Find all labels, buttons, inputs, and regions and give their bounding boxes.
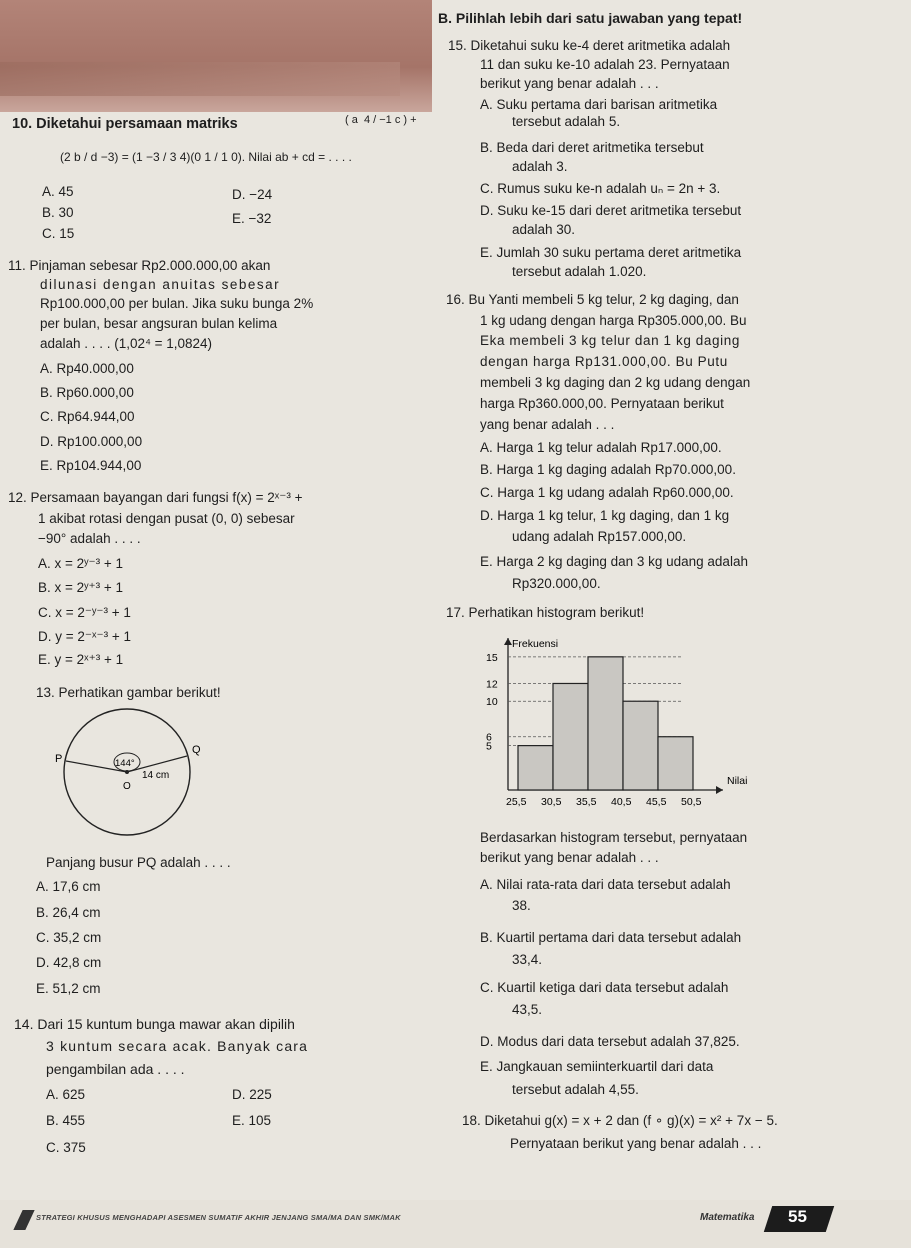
q17-option-a-cont: 38. bbox=[512, 898, 531, 913]
q10-option-d[interactable]: D. −24 bbox=[232, 187, 273, 202]
q10-option-e[interactable]: E. −32 bbox=[232, 211, 272, 226]
x-tick-label: 40,5 bbox=[611, 796, 632, 808]
q13-question: Panjang busur PQ adalah . . . . bbox=[46, 855, 231, 870]
q17-option-e-cont: tersebut adalah 4,55. bbox=[512, 1082, 639, 1097]
y-tick-label: 5 bbox=[486, 740, 492, 753]
q14-line: 3 kuntum secara acak. Banyak cara bbox=[46, 1038, 309, 1054]
q10-option-c[interactable]: C. 15 bbox=[42, 226, 75, 241]
q15-option-c[interactable]: C. Rumus suku ke-n adalah uₙ = 2n + 3. bbox=[480, 181, 721, 196]
q11-line: adalah . . . . (1,02⁴ = 1,0824) bbox=[40, 336, 213, 351]
q17-option-c-cont: 43,5. bbox=[512, 1002, 543, 1017]
q12-option-a[interactable]: A. x = 2ʸ⁻³ + 1 bbox=[38, 556, 123, 571]
instruction-heading: B. Pilihlah lebih dari satu jawaban yang tepat! bbox=[438, 10, 743, 26]
q12-line: −90° adalah . . . . bbox=[38, 531, 141, 546]
y-tick-label: 15 bbox=[486, 651, 498, 664]
q18-line: 18. Diketahui g(x) = x + 2 dan (f ∘ g)(x) = x² + 7x − 5. bbox=[462, 1113, 778, 1128]
q10-option-a[interactable]: A. 45 bbox=[42, 184, 74, 199]
q14-option-b[interactable]: B. 455 bbox=[46, 1113, 86, 1128]
histogram-bar bbox=[588, 657, 623, 790]
q10-text: 10. Diketahui persamaan matriks bbox=[12, 116, 238, 132]
q11-line: per bulan, besar angsuran bulan kelima bbox=[40, 316, 278, 331]
q15-line: 15. Diketahui suku ke-4 deret aritmetika adalah bbox=[448, 38, 731, 53]
q12-option-c[interactable]: C. x = 2⁻ʸ⁻³ + 1 bbox=[38, 605, 131, 620]
q17-text: 17. Perhatikan histogram berikut! bbox=[446, 605, 645, 620]
q17-after-line: berikut yang benar adalah . . . bbox=[480, 850, 659, 865]
q11-line: 11. Pinjaman sebesar Rp2.000.000,00 akan bbox=[8, 258, 271, 273]
y-axis-arrow bbox=[504, 638, 512, 645]
x-tick-label: 35,5 bbox=[576, 796, 597, 808]
q13-option-e[interactable]: E. 51,2 cm bbox=[36, 981, 101, 996]
q16-line: 16. Bu Yanti membeli 5 kg telur, 2 kg daging, dan bbox=[446, 292, 739, 307]
q13-option-a[interactable]: A. 17,6 cm bbox=[36, 879, 101, 894]
q16-line: dengan harga Rp131.000,00. Bu Putu bbox=[480, 354, 728, 369]
histogram-bar bbox=[553, 683, 588, 790]
q11-line: dilunasi dengan anuitas sebesar bbox=[40, 277, 281, 292]
q15-line: berikut yang benar adalah . . . bbox=[480, 76, 659, 91]
circle-diagram bbox=[45, 705, 225, 840]
q12-option-b[interactable]: B. x = 2ʸ⁺³ + 1 bbox=[38, 580, 123, 595]
q16-option-d[interactable]: D. Harga 1 kg telur, 1 kg daging, dan 1 kg bbox=[480, 508, 730, 523]
q17-option-b-cont: 33,4. bbox=[512, 952, 543, 967]
q13-text: 13. Perhatikan gambar berikut! bbox=[36, 685, 221, 700]
q15-option-d[interactable]: D. Suku ke-15 dari deret aritmetika tersebut bbox=[480, 203, 742, 218]
footer-series-text: STRATEGI KHUSUS MENGHADAPI ASESMEN SUMATIF AKHIR JENJANG SMA/MA DAN SMK/MAK bbox=[36, 1213, 401, 1222]
q10-matrix-expression: (2 b / d −3) = (1 −3 / 3 4)(0 1 / 1 0). Nilai ab + cd = . . . . bbox=[60, 150, 352, 164]
q17-option-b[interactable]: B. Kuartil pertama dari data tersebut adalah bbox=[480, 930, 742, 945]
q16-line: yang benar adalah . . . bbox=[480, 417, 615, 432]
q17-after-line: Berdasarkan histogram tersebut, pernyataan bbox=[480, 830, 748, 845]
label-q: Q bbox=[192, 744, 201, 756]
histogram-bar bbox=[623, 701, 658, 790]
histogram-bar bbox=[658, 737, 693, 790]
q15-option-e[interactable]: E. Jumlah 30 suku pertama deret aritmetika bbox=[480, 245, 742, 260]
page-number: 55 bbox=[788, 1207, 807, 1226]
x-tick-label: 25,5 bbox=[506, 796, 527, 808]
q14-option-d[interactable]: D. 225 bbox=[232, 1087, 272, 1102]
q17-option-c[interactable]: C. Kuartil ketiga dari data tersebut adalah bbox=[480, 980, 729, 995]
q16-option-e[interactable]: E. Harga 2 kg daging dan 3 kg udang adalah bbox=[480, 554, 748, 569]
q11-line: Rp100.000,00 per bulan. Jika suku bunga 2% bbox=[40, 296, 314, 311]
q16-option-e-cont: Rp320.000,00. bbox=[512, 576, 601, 591]
q15-option-a-cont: tersebut adalah 5. bbox=[512, 114, 621, 129]
q14-line: 14. Dari 15 kuntum bunga mawar akan dipilih bbox=[14, 1016, 295, 1032]
q16-line: Eka membeli 3 kg telur dan 1 kg daging bbox=[480, 333, 740, 348]
x-tick-label: 45,5 bbox=[646, 796, 667, 808]
q11-option-d[interactable]: D. Rp100.000,00 bbox=[40, 434, 143, 449]
y-tick-label: 12 bbox=[486, 678, 498, 691]
x-tick-label: 50,5 bbox=[681, 796, 702, 808]
q16-option-a[interactable]: A. Harga 1 kg telur adalah Rp17.000,00. bbox=[480, 440, 722, 455]
q15-line: 11 dan suku ke-10 adalah 23. Pernyataan bbox=[480, 57, 730, 72]
q15-option-d-cont: adalah 30. bbox=[512, 222, 576, 237]
footer-subject: Matematika bbox=[700, 1212, 755, 1223]
background-cover-shade bbox=[0, 62, 400, 96]
x-tick-label: 30,5 bbox=[541, 796, 562, 808]
q15-option-a[interactable]: A. Suku pertama dari barisan aritmetika bbox=[480, 97, 718, 112]
q11-option-e[interactable]: E. Rp104.944,00 bbox=[40, 458, 142, 473]
q14-line: pengambilan ada . . . . bbox=[46, 1061, 185, 1077]
q18-line: Pernyataan berikut yang benar adalah . . . bbox=[510, 1136, 762, 1151]
x-axis-label: Nilai bbox=[727, 775, 748, 787]
label-radius: 14 cm bbox=[142, 770, 170, 781]
center-point bbox=[125, 770, 129, 774]
q17-option-e[interactable]: E. Jangkauan semiinterkuartil dari data bbox=[480, 1059, 714, 1074]
q17-option-d[interactable]: D. Modus dari data tersebut adalah 37,825. bbox=[480, 1034, 740, 1049]
q14-option-e[interactable]: E. 105 bbox=[232, 1113, 272, 1128]
q13-option-b[interactable]: B. 26,4 cm bbox=[36, 905, 101, 920]
y-tick-label: 6 bbox=[486, 731, 492, 744]
q17-option-a[interactable]: A. Nilai rata-rata dari data tersebut adalah bbox=[480, 877, 731, 892]
q10-matrix-abc: ( a 4 / −1 c ) + bbox=[345, 114, 417, 126]
q11-option-b[interactable]: B. Rp60.000,00 bbox=[40, 385, 134, 400]
q12-option-d[interactable]: D. y = 2⁻ˣ⁻³ + 1 bbox=[38, 629, 131, 644]
label-o: O bbox=[123, 781, 131, 792]
q10-option-b[interactable]: B. 30 bbox=[42, 205, 74, 220]
q14-option-c[interactable]: C. 375 bbox=[46, 1140, 86, 1155]
q16-option-c[interactable]: C. Harga 1 kg udang adalah Rp60.000,00. bbox=[480, 485, 734, 500]
label-angle: 144° bbox=[115, 758, 135, 769]
x-axis-arrow bbox=[716, 786, 723, 794]
label-p: P bbox=[55, 753, 63, 765]
q13-option-c[interactable]: C. 35,2 cm bbox=[36, 930, 102, 945]
q11-option-c[interactable]: C. Rp64.944,00 bbox=[40, 409, 135, 424]
q12-option-e[interactable]: E. y = 2ˣ⁺³ + 1 bbox=[38, 652, 124, 667]
q16-option-b[interactable]: B. Harga 1 kg daging adalah Rp70.000,00. bbox=[480, 462, 736, 477]
q16-line: harga Rp360.000,00. Pernyataan berikut bbox=[480, 396, 724, 411]
q16-line: membeli 3 kg daging dan 2 kg udang dengan bbox=[480, 375, 751, 390]
q15-option-e-cont: tersebut adalah 1.020. bbox=[512, 264, 647, 279]
q15-option-b[interactable]: B. Beda dari deret aritmetika tersebut bbox=[480, 140, 704, 155]
q11-option-a[interactable]: A. Rp40.000,00 bbox=[40, 361, 134, 376]
y-tick-label: 10 bbox=[486, 696, 498, 709]
q16-option-d-cont: udang adalah Rp157.000,00. bbox=[512, 529, 687, 544]
y-axis-label: Frekuensi bbox=[512, 638, 559, 650]
q13-option-d[interactable]: D. 42,8 cm bbox=[36, 955, 102, 970]
q12-line: 12. Persamaan bayangan dari fungsi f(x) = 2ˣ⁻³ + bbox=[8, 490, 303, 505]
histogram-bar bbox=[518, 746, 553, 790]
q16-line: 1 kg udang dengan harga Rp305.000,00. Bu bbox=[480, 313, 747, 328]
q15-option-b-cont: adalah 3. bbox=[512, 159, 568, 174]
q12-line: 1 akibat rotasi dengan pusat (0, 0) sebesar bbox=[38, 511, 295, 526]
q14-option-a[interactable]: A. 625 bbox=[46, 1087, 86, 1102]
histogram-chart bbox=[470, 628, 780, 820]
